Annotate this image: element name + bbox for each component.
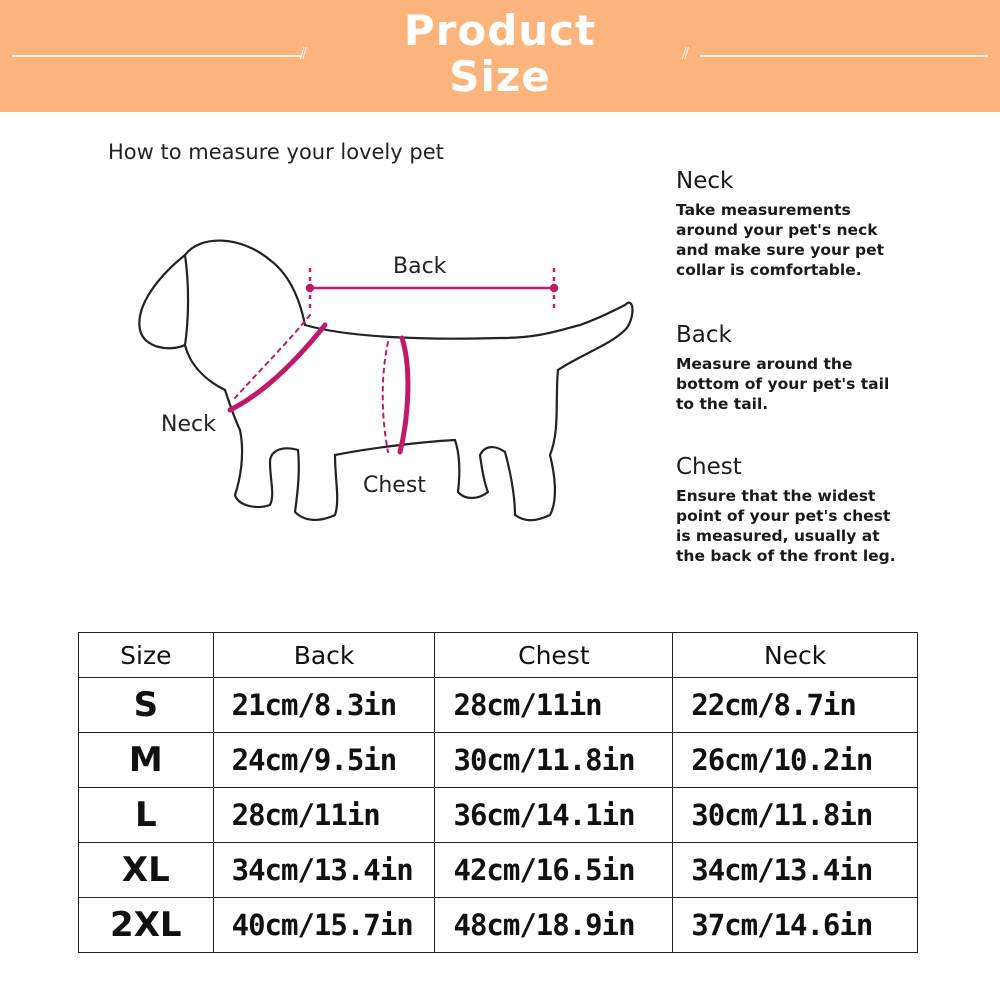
size-cell: L [79, 788, 214, 843]
back-instructions-text: Measure around the bottom of your pet's tail to the tail. [676, 355, 890, 413]
table-header-row [79, 633, 918, 678]
chest-cell: 48cm/18.9in [435, 898, 673, 953]
chest-instructions-title: Chest [676, 454, 742, 480]
banner-decor-tick-left: ⫽ [300, 44, 308, 63]
banner-title-line2: Size [449, 52, 551, 101]
size-cell: XL [79, 843, 214, 898]
size-cell: M [79, 733, 214, 788]
chest-cell: 42cm/16.5in [435, 843, 673, 898]
banner-decor-tick-right: ⫽ [682, 44, 690, 63]
neck-cell: 37cm/14.6in [673, 898, 918, 953]
size-cell: S [79, 678, 214, 733]
back-cell: 24cm/9.5in [213, 733, 435, 788]
header-size: Size [79, 633, 214, 678]
back-cell: 21cm/8.3in [213, 678, 435, 733]
neck-instructions-title: Neck [676, 168, 734, 194]
header-neck: Neck [673, 633, 918, 678]
diagram-label-neck: Neck [161, 412, 216, 437]
chest-cell: 28cm/11in [435, 678, 673, 733]
neck-cell: 26cm/10.2in [673, 733, 918, 788]
header-chest: Chest [435, 633, 673, 678]
table-row [79, 733, 918, 788]
back-cell: 34cm/13.4in [213, 843, 435, 898]
neck-instructions-text: Take measurements around your pet's neck and make sure your pet collar is comfortable. [676, 201, 885, 279]
neck-cell: 22cm/8.7in [673, 678, 918, 733]
measure-guide-heading: How to measure your lovely pet [108, 140, 444, 164]
header-back: Back [213, 633, 435, 678]
chest-instructions [676, 454, 976, 566]
dog-measurement-diagram [130, 230, 650, 540]
title-banner [0, 0, 1000, 112]
back-instructions-title: Back [676, 322, 732, 348]
diagram-label-chest: Chest [363, 473, 426, 498]
back-instructions [676, 322, 976, 414]
table-row [79, 788, 918, 843]
neck-cell: 30cm/11.8in [673, 788, 918, 843]
banner-title [0, 8, 1000, 100]
neck-cell: 34cm/13.4in [673, 843, 918, 898]
back-cell: 40cm/15.7in [213, 898, 435, 953]
table-row [79, 898, 918, 953]
banner-title-line1: Product [403, 6, 597, 55]
table-row [79, 678, 918, 733]
diagram-label-back: Back [393, 254, 447, 279]
chest-cell: 30cm/11.8in [435, 733, 673, 788]
table-row [79, 843, 918, 898]
chest-cell: 36cm/14.1in [435, 788, 673, 843]
chest-instructions-text: Ensure that the widest point of your pet's chest is measured, usually at the back of the front leg. [676, 487, 896, 565]
size-chart-table [78, 632, 918, 953]
size-cell: 2XL [79, 898, 214, 953]
back-cell: 28cm/11in [213, 788, 435, 843]
neck-instructions [676, 168, 976, 280]
